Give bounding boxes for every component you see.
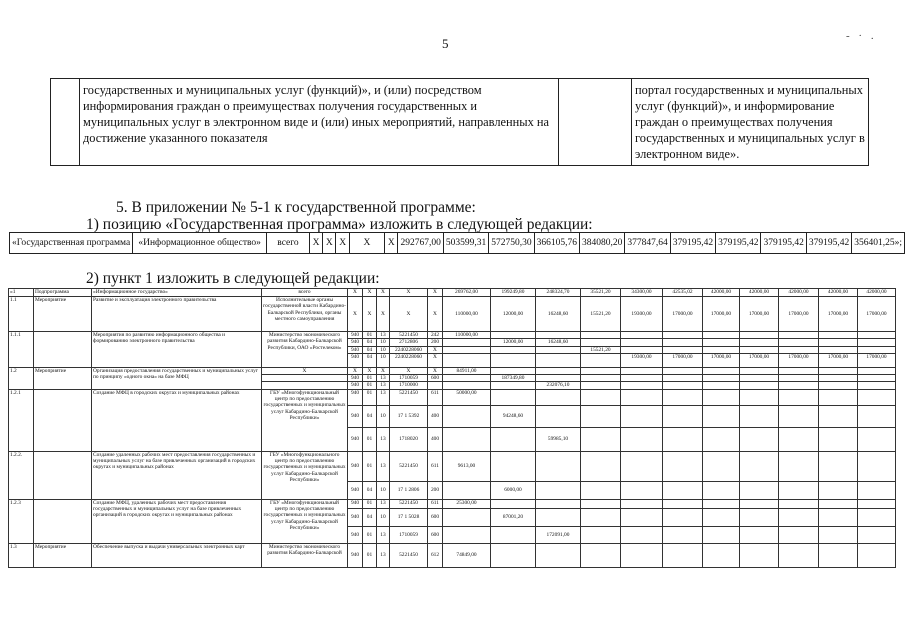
cell: всего	[267, 233, 310, 254]
cell: 35521,20	[581, 289, 621, 297]
cell: «Государственная программа	[10, 233, 133, 254]
cell: 940	[348, 375, 363, 382]
cell: 1718020	[390, 427, 428, 451]
cell: 187349,80	[491, 375, 536, 382]
cell: 13	[377, 499, 390, 508]
cell: 17000,00	[740, 297, 779, 332]
cell: 74849,00	[443, 543, 491, 567]
cell: 600	[428, 508, 443, 526]
cell: Х	[349, 233, 384, 254]
cell: 1.1.1	[9, 332, 34, 368]
cell: Обеспечение выпуска и выдачи универсальных электронных карт	[92, 543, 262, 567]
cell: 1.2	[9, 367, 34, 389]
cell: 13	[377, 427, 390, 451]
cell: 940	[348, 332, 363, 339]
cell: 04	[363, 346, 377, 353]
cell: 940	[348, 481, 363, 499]
cell: 01	[363, 389, 377, 405]
heading-item-5: 5. В приложении № 5-1 к государственной программе:	[116, 199, 476, 216]
cell: ГБУ «Многофункционального центр по предоставлению государственных и муниципальных услуг Кабардино-Балкарской Республики»	[262, 451, 348, 499]
table-row	[9, 451, 896, 481]
cell: 15521,20	[581, 346, 621, 353]
cell: Мероприятия по развитию информационного общества и формированию электронного правительства	[92, 332, 262, 368]
cell: 292767,00	[398, 233, 443, 254]
cell: 17000,00	[819, 297, 858, 332]
cell: 5221450	[390, 389, 428, 405]
cell: Х	[428, 346, 443, 353]
heading-position-program: 1) позицию «Государственная программа» изложить в следующей редакции:	[86, 216, 593, 233]
cell: 940	[348, 405, 363, 427]
cell: 248324,70	[536, 289, 581, 297]
corner-marks: - · .	[846, 30, 877, 42]
cell: 17000,00	[779, 297, 819, 332]
cell: 16248,60	[536, 339, 581, 346]
table-row	[9, 543, 896, 567]
cell: Министерство экономического развития Кабардино-Балкарской Республики, ОАО «Ростелеком»	[262, 332, 348, 368]
cell: 356401,25»;	[852, 233, 905, 254]
cell: 17000,00	[663, 297, 703, 332]
table-row-subprogram	[9, 289, 896, 297]
cell: 01	[363, 543, 377, 567]
cell: 17000,00	[703, 297, 740, 332]
cell: Х	[428, 297, 443, 332]
cell: 10	[377, 508, 390, 526]
cell: 17000,00	[779, 353, 819, 367]
cell: 600	[428, 526, 443, 543]
cell: Х	[336, 233, 349, 254]
cell: «Информационное общество»	[133, 233, 267, 254]
cell: 1710059	[390, 526, 428, 543]
cell: 940	[348, 499, 363, 508]
cell: Х	[323, 233, 336, 254]
cell: 10	[377, 481, 390, 499]
cell: 379195,42	[806, 233, 851, 254]
cell: 377847,64	[625, 233, 670, 254]
cell: Мероприятие	[34, 367, 92, 389]
cell: 940	[348, 543, 363, 567]
cell: 13	[377, 451, 390, 481]
cell: 01	[363, 332, 377, 339]
cell: Х	[363, 367, 377, 374]
cell: 110000,00	[443, 332, 491, 339]
cell: 19300,00	[621, 353, 663, 367]
cell: 200	[428, 339, 443, 346]
table-row	[9, 367, 896, 374]
cell: 13	[377, 526, 390, 543]
cell	[34, 389, 92, 451]
cell: 572750,30	[489, 233, 534, 254]
program-row	[10, 233, 905, 254]
cell: Х	[348, 297, 363, 332]
cell: Мероприятие	[34, 543, 92, 567]
cell: Х	[309, 233, 322, 254]
cell: 17 1 5028	[390, 508, 428, 526]
cell: Х	[390, 289, 428, 297]
cell: 2240228060	[390, 346, 428, 353]
cell: Х	[390, 297, 428, 332]
cell: 1710000	[390, 382, 428, 389]
cell: 13	[377, 389, 390, 405]
cell	[34, 332, 92, 368]
cell: 10	[377, 339, 390, 346]
cell: 13	[377, 332, 390, 339]
cell: 42000,00	[819, 289, 858, 297]
cell: 1.3	[9, 543, 34, 567]
right-text-cell: портал государственных и муниципальных услуг (функций)», и информирование граждан о преимуществах получения государственных и муниципальных услуг в электронном виде».	[632, 79, 869, 166]
cell: Мероприятие	[34, 297, 92, 332]
cell: 611	[428, 499, 443, 508]
cell: 19300,00	[621, 297, 663, 332]
cell: 42000,00	[740, 289, 779, 297]
cell: 199249,80	[491, 289, 536, 297]
cell: 2240228060	[390, 353, 428, 367]
cell: 01	[363, 382, 377, 389]
cell: 04	[363, 405, 377, 427]
cell: 10	[377, 405, 390, 427]
cell: 1.2.2.	[9, 451, 34, 499]
cell: 16248,60	[536, 297, 581, 332]
cell: 17000,00	[858, 353, 896, 367]
cell: 5221450	[390, 499, 428, 508]
cell: 940	[348, 508, 363, 526]
cell: 379195,42	[670, 233, 715, 254]
cell: 50000,00	[443, 389, 491, 405]
cell: 2712806	[390, 339, 428, 346]
page-number: 5	[442, 36, 449, 51]
cell: 42000,00	[779, 289, 819, 297]
cell: 611	[428, 451, 443, 481]
cell: 1710059	[390, 375, 428, 382]
heading-point-1: 2) пункт 1 изложить в следующей редакции:	[86, 270, 380, 287]
cell: 42000,00	[703, 289, 740, 297]
cell: 611	[428, 389, 443, 405]
cell: 940	[348, 382, 363, 389]
table-row	[9, 389, 896, 405]
cell: 17 1 5392	[390, 405, 428, 427]
table-row	[9, 332, 896, 339]
cell: 1.1	[9, 297, 34, 332]
cell: Х	[428, 353, 443, 367]
cell: 200	[428, 481, 443, 499]
cell	[34, 451, 92, 499]
cell: Х	[428, 289, 443, 297]
empty-cell	[51, 79, 80, 166]
cell: «Информационное государство»	[92, 289, 262, 297]
cell: 940	[348, 353, 363, 367]
cell: Х	[348, 289, 363, 297]
cell: Х	[262, 367, 348, 374]
cell: 1.2.1	[9, 389, 34, 451]
cell: 12000,00	[491, 339, 536, 346]
cell: «1	[9, 289, 34, 297]
cell: Развитие и эксплуатация электронного правительства	[92, 297, 262, 332]
cell: Х	[377, 367, 390, 374]
cell: 17 1 2806	[390, 481, 428, 499]
cell: 42000,00	[858, 289, 896, 297]
cell: 379195,42	[716, 233, 761, 254]
cell: 25300,00	[443, 499, 491, 508]
cell: 5221450	[390, 332, 428, 339]
cell: 232076,10	[536, 382, 581, 389]
cell: 400	[428, 427, 443, 451]
cell: 01	[363, 375, 377, 382]
cell: 384080,20	[579, 233, 624, 254]
cell: Создание МФЦ, удаленных рабочих мест предоставления государственных и муниципальных услуг на базе привлеченных организаций в городских округах и муниципальных районах	[92, 499, 262, 543]
cell: ГБУ «Многофункциональный центр по предоставлению государственных и муниципальных услуг Кабардино-Балкарской Республики»	[262, 499, 348, 543]
cell: 94248,60	[491, 405, 536, 427]
cell: 172091,00	[536, 526, 581, 543]
cell: 84911,00	[443, 367, 491, 374]
cell	[428, 382, 443, 389]
cell: Х	[377, 297, 390, 332]
cell: Х	[385, 233, 398, 254]
cell: 17000,00	[858, 297, 896, 332]
cell: 612	[428, 543, 443, 567]
cell: Х	[348, 367, 363, 374]
cell: Создание МФЦ в городских округах и муниципальных районах	[92, 389, 262, 451]
cell: 01	[363, 451, 377, 481]
cell: 940	[348, 346, 363, 353]
cell: 242	[428, 332, 443, 339]
cell: 59985,10	[536, 427, 581, 451]
cell: 01	[363, 499, 377, 508]
cell: Подпрограмма	[34, 289, 92, 297]
program-row-table	[9, 232, 905, 254]
cell: 01	[363, 427, 377, 451]
cell: Исполнительные органы государственной власти Кабардино-Балкарской Республики, органы местного самоуправления	[262, 297, 348, 332]
left-text-cell: государственных и муниципальных услуг (функций)», и (или) посредством информирования граждан о преимуществах получения государственных и муниципальных услуг в электронном виде и (или) иных мероприятий, направленных на достижение указанного показателя	[80, 79, 559, 166]
cell: 01	[363, 526, 377, 543]
cell: всего	[262, 289, 348, 297]
cell: 6000,00	[491, 481, 536, 499]
cell: 17000,00	[740, 353, 779, 367]
table-row	[9, 297, 896, 332]
cell: Х	[428, 367, 443, 374]
cell: Х	[363, 289, 377, 297]
continuation-table	[50, 78, 869, 166]
cell: 5221450	[390, 543, 428, 567]
cell: 110000,00	[443, 297, 491, 332]
cell: 04	[363, 481, 377, 499]
cell: 940	[348, 339, 363, 346]
cell: Х	[390, 367, 428, 374]
cell: 366105,76	[534, 233, 579, 254]
cell: Организация предоставления государственных и муниципальных услуг по принципу «одного окна» на базе МФЦ	[92, 367, 262, 389]
cell: 940	[348, 389, 363, 405]
cell: 9613,00	[443, 451, 491, 481]
subprogram-table	[8, 288, 896, 568]
cell: 17000,00	[663, 353, 703, 367]
cell: Х	[377, 289, 390, 297]
cell: 940	[348, 526, 363, 543]
cell: 5221450	[390, 451, 428, 481]
cell: 87001,20	[491, 508, 536, 526]
cell: 10	[377, 346, 390, 353]
cell: Х	[363, 297, 377, 332]
cell: 940	[348, 451, 363, 481]
cell: 12000,00	[491, 297, 536, 332]
cell: 269762,00	[443, 289, 491, 297]
cell: 10	[377, 353, 390, 367]
cell: 600	[428, 375, 443, 382]
cell: 04	[363, 339, 377, 346]
cell: 15521,20	[581, 297, 621, 332]
cell: 1.2.3	[9, 499, 34, 543]
cell: 13	[377, 543, 390, 567]
cell: Министерство экономического развития Кабардино-Балкарской	[262, 543, 348, 567]
cell: 13	[377, 375, 390, 382]
cell: 503599,31	[443, 233, 488, 254]
cell: 04	[363, 353, 377, 367]
cell: 940	[348, 427, 363, 451]
cell: 04	[363, 508, 377, 526]
cell: 379195,42	[761, 233, 806, 254]
cell: 17000,00	[703, 353, 740, 367]
cell	[34, 499, 92, 543]
cell: 42535,02	[663, 289, 703, 297]
cell: 34300,00	[621, 289, 663, 297]
empty-cell	[559, 79, 632, 166]
table-row	[9, 499, 896, 508]
cell: 400	[428, 405, 443, 427]
cell: Создание удаленных рабочих мест предоставления государственных и муниципальных услуг на базе привлеченных организаций в городских округах и муниципальных районах	[92, 451, 262, 499]
cell: ГБУ «Многофункциональный центр по предоставлению государственных и муниципальных услуг Кабардино-Балкарской Республики»	[262, 389, 348, 451]
cell: 17000,00	[819, 353, 858, 367]
cell: 13	[377, 382, 390, 389]
